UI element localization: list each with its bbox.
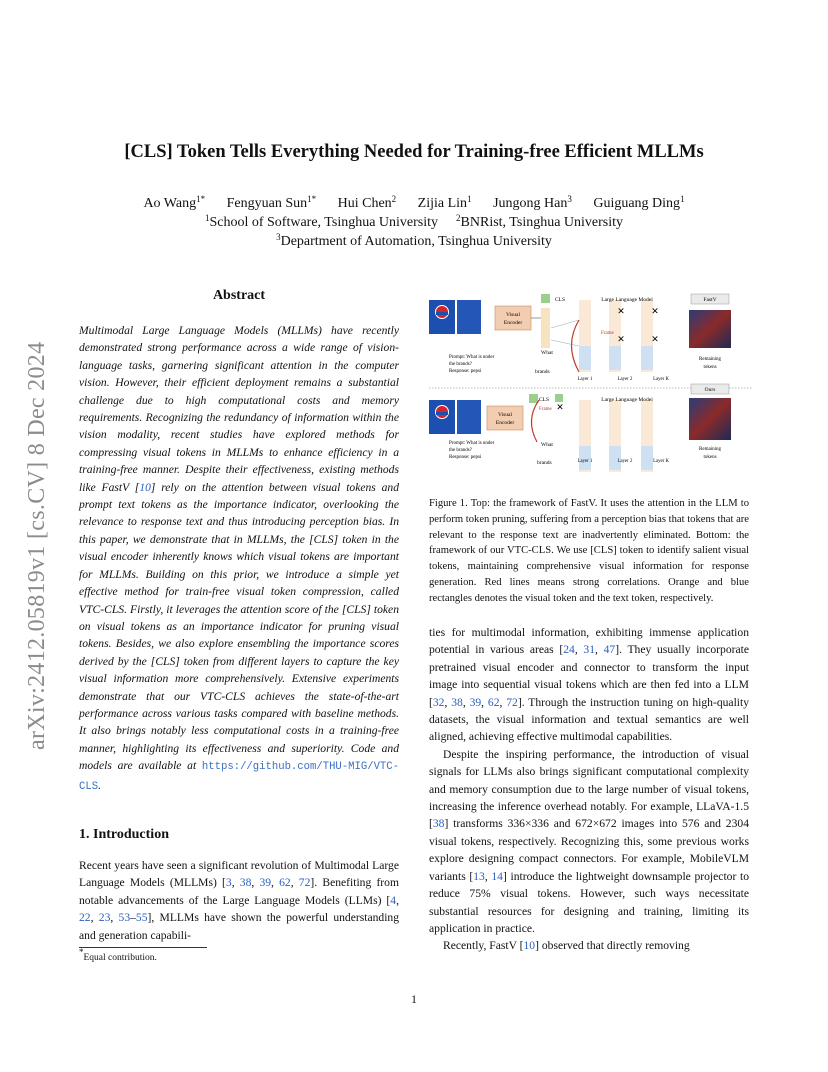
citation-link[interactable]: 14 (491, 869, 503, 883)
pruned-token-icon: ✕ (651, 334, 659, 344)
svg-text:Encoder: Encoder (503, 320, 523, 326)
citation-link[interactable]: 10 (139, 480, 151, 494)
remaining-tokens-image (689, 398, 731, 440)
citation-link[interactable]: 38 (451, 695, 463, 709)
visual-token-column (541, 308, 550, 348)
affiliation-line: $^1$School of Software, Tsinghua University $^2$BNRist, Tsinghua University (204, 213, 624, 230)
citation-link[interactable]: 22 (79, 911, 91, 925)
svg-text:Layer K: Layer K (653, 459, 669, 464)
strong-correlation-line (531, 400, 539, 442)
svg-text:Layer K: Layer K (653, 377, 669, 382)
figure-1-diagram (429, 290, 753, 480)
right-column-text (429, 624, 749, 955)
citation-link[interactable]: 47 (603, 643, 616, 657)
paper-title: [CLS] Token Tells Everything Needed for Training-free Efficient MLLMs (124, 142, 704, 162)
svg-text:brands: brands (535, 369, 550, 375)
visual-encoder-box (487, 406, 523, 430)
top-panel (429, 294, 731, 382)
svg-text:Visual: Visual (497, 412, 513, 418)
bottom-panel (429, 384, 731, 472)
author: Fengyuan Sun$^{1*}$ (226, 194, 317, 211)
svg-text:Remaining: Remaining (699, 357, 721, 362)
visual-encoder-box (495, 306, 531, 330)
citation-link[interactable]: 4 (390, 893, 397, 907)
paragraph: Recently, FastV [10] observed that directly removing (443, 939, 690, 953)
citation-link[interactable]: 62 (487, 695, 500, 709)
svg-text:Prompt: What is under: Prompt: What is under (449, 355, 495, 360)
paragraph: Despite the inspiring performance, the introduction of visual signals for LLMs also brings significant computational complexity and memory consumption due to the large number of visual tokens, increasing the inference overhead notably. For example, LLaVA-1.5 [38] transforms 336×336 and 672×672 images into 576 and 2304 visual tokens, respectively. Recognizing this, some previous works explore designing compact connectors. For example, MobileVLM variants [13, 14] introduce the lightweight downsample projector to reduce 75% visual tokens. However, such ways necessitate substantial resources for designing and training, limiting its application in practice. (429, 747, 749, 935)
author-list (0, 194, 828, 213)
svg-text:Remaining: Remaining (699, 447, 721, 452)
paragraph: ties for multimodal information, exhibiting immense application potential in various areas [24, 31, 47]. They usually incorporate pretrained visual encoder and connector to transform the input image into sequential visual tokens which are then fed into a LLM [32, 38, 39, 62, 72]. Through the instruction tuning on high-quality datasets, the visual information and textual semantics are well aligned, achieving effective multimodal capabilities. (429, 626, 750, 744)
section-heading-introduction: 1. Introduction (79, 827, 169, 842)
svg-text:Frame: Frame (539, 407, 552, 412)
cls-token (529, 394, 538, 403)
svg-text:Visual: Visual (505, 312, 521, 318)
author: Zijia Lin$^1$ (417, 194, 472, 211)
citation-link[interactable]: 32 (432, 695, 445, 709)
svg-text:Prompt: What is under: Prompt: What is under (449, 441, 495, 446)
citation-link[interactable]: 39 (469, 695, 482, 709)
svg-text:Response: pepsi: Response: pepsi (449, 369, 482, 374)
svg-text:What: What (541, 442, 553, 448)
svg-text:Response: pepsi: Response: pepsi (449, 455, 482, 460)
author: Ao Wang$^{1*}$ (143, 194, 206, 211)
svg-text:Encoder: Encoder (495, 420, 515, 426)
svg-text:brands: brands (537, 460, 552, 466)
svg-text:Large Language Model: Large Language Model (601, 397, 653, 403)
citation-link[interactable]: 53 (118, 911, 131, 925)
svg-text:Large Language Model: Large Language Model (601, 297, 653, 303)
pruned-token-icon: ✕ (617, 334, 625, 344)
svg-text:Layer 1: Layer 1 (577, 377, 593, 382)
abstract-text: Multimodal Large Language Models (MLLMs) have recently demonstrated strong performance across a wide range of vision-language tasks, garnering significant attention in the computer vision. However, their efficient deployment remains a substantial challenge due to high computational costs and memory requirements. Recognizing the redundancy of information within the vision modality, recent studies have explored methods for compressing visual tokens in MLLMs to enhance efficiency in a training-free manner. Despite their effectiveness, existing methods like FastV [10] rely on the attention between visual tokens and prompt text tokens as the importance indicator, overlooking the relevance to response text and thus introducing perception bias. In this paper, we demonstrate that in MLLMs, the [CLS] token in the visual encoder inherently knows which visual tokens are important for MLLMs. Building on this prior, we introduce a simple yet effective method for train-free visual token compression, called VTC-CLS. Firstly, it leverages the attention score of the [CLS] token on visual tokens as an importance indicator for pruning visual tokens. Besides, we also explore ensembling the importance scores derived by the [CLS] token from different layers to capture the key visual information more comprehensively. Extensive experiments demonstrate that our VTC-CLS achieves the state-of-the-art performance across various tasks compared with baseline methods. It also brings notably less computational costs in a training-free manner, highlighting its effectiveness and superiority. Code and models are available at https://github.com/THU-MIG/VTC-CLS. (79, 324, 399, 793)
svg-text:tokens: tokens (703, 455, 717, 460)
pruned-token-icon: ✕ (651, 306, 659, 316)
citation-link[interactable]: 31 (583, 643, 596, 657)
citation-link[interactable]: 39 (259, 876, 272, 890)
citation-link[interactable]: 10 (523, 939, 536, 953)
svg-text:Layer 1: Layer 1 (577, 459, 593, 464)
figure-caption: Figure 1. Top: the framework of FastV. It uses the attention in the LLM to perform token pruning, suffering from a perception bias that tokens that are relevant to the response text are inadvertently eliminated. Bottom: the framework of our VTC-CLS. We use [CLS] token to identify salient visual tokens, maintaining comprehensive visual information for response generation. Red lines means strong correlations. Orange and blue rectangles denotes the visual token and the text token, respectively. (429, 498, 749, 604)
svg-text:FastV: FastV (703, 297, 717, 303)
intro-paragraph: Recent years have seen a significant revolution of Multimodal Large Language Models (MLLMs) [3, 38, 39, 62, 72]. Benefiting from notable advancements of the Large Language Models (LLMs) [4, 22, 23, 53–55], MLLMs have shown the powerful understanding and generation capabili- (79, 859, 400, 942)
svg-text:the brands?: the brands? (449, 448, 472, 453)
citation-link[interactable]: 13 (473, 869, 485, 883)
svg-text:CLS: CLS (555, 297, 566, 303)
citation-link[interactable]: 38 (239, 876, 252, 890)
citation-link[interactable]: 24 (563, 643, 575, 657)
svg-text:Layer 2: Layer 2 (617, 459, 633, 464)
author: Hui Chen$^2$ (337, 194, 397, 211)
author: Guiguang Ding$^1$ (593, 194, 685, 211)
citation-link[interactable]: 72 (298, 876, 311, 890)
arxiv-id: arXiv:2412.05819v1 [cs.CV] 8 Dec 2024 (24, 341, 50, 750)
cls-token (541, 294, 550, 303)
citation-link[interactable]: 62 (279, 876, 291, 890)
svg-text:What: What (541, 350, 553, 356)
svg-text:Layer 2: Layer 2 (617, 377, 633, 382)
citation-link[interactable]: 72 (506, 695, 518, 709)
citation-link[interactable]: 38 (432, 817, 445, 831)
footnote: *Equal contribution. (79, 947, 157, 963)
code-link[interactable]: https://github.com/THU-MIG/VTC-CLS (79, 761, 399, 793)
pruned-token-icon: ✕ (617, 306, 625, 316)
author-block (0, 194, 828, 251)
citation-link[interactable]: 3 (225, 876, 232, 890)
svg-text:Frame: Frame (601, 331, 614, 336)
svg-text:the brands?: the brands? (449, 362, 472, 367)
citation-link[interactable]: 55 (135, 911, 148, 925)
pruned-token-icon: ✕ (556, 402, 564, 412)
author: Jungong Han$^3$ (493, 194, 572, 211)
svg-text:Ours: Ours (704, 387, 716, 393)
citation-link[interactable]: 23 (98, 911, 111, 925)
abstract-heading: Abstract (212, 288, 266, 303)
svg-text:CLS: CLS (539, 397, 550, 403)
svg-text:tokens: tokens (703, 365, 717, 370)
footnote-rule (79, 947, 207, 948)
remaining-tokens-image (689, 310, 731, 348)
strong-correlation-line (572, 320, 580, 372)
affiliation-line: $^3$Department of Automation, Tsinghua University (276, 232, 552, 249)
page-number: 1 (411, 992, 417, 1006)
